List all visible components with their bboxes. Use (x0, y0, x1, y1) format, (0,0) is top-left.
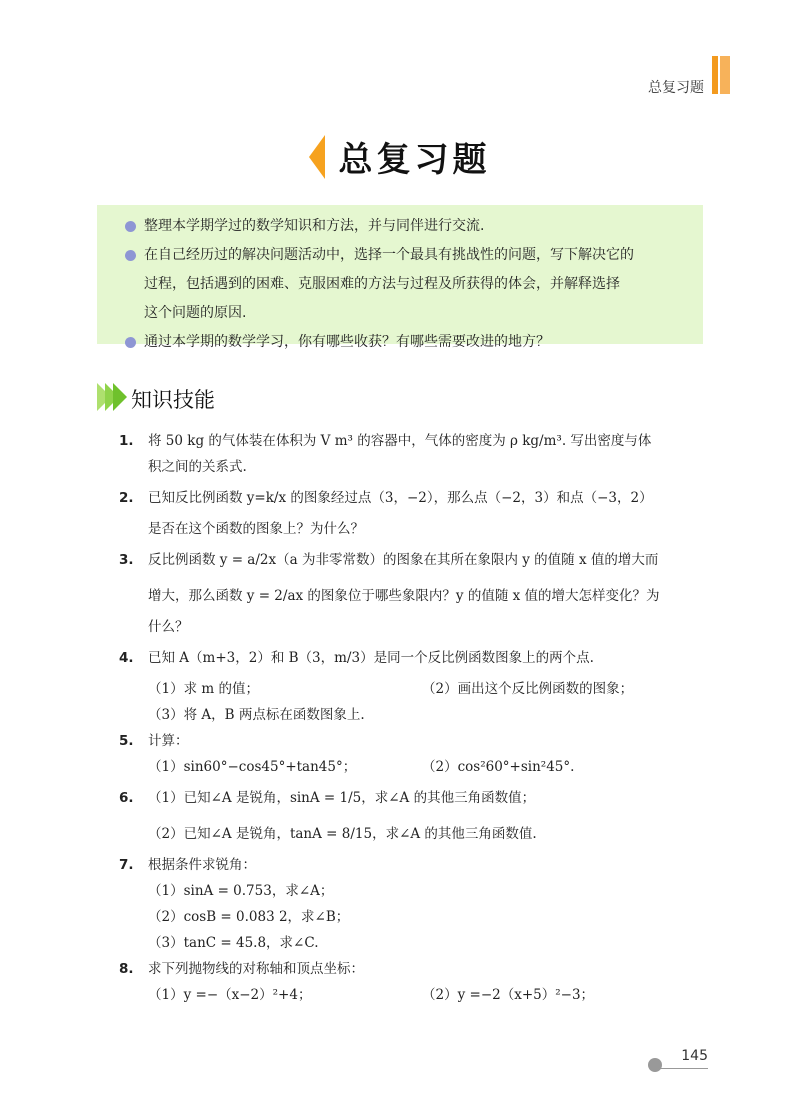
intro-box (97, 205, 703, 350)
running-header: 总复习题 (648, 80, 704, 96)
problem-7: 7. 根据条件求锐角： (119, 857, 256, 873)
chevron-icon (113, 383, 127, 411)
problem-2: 2. 已知反比例函数 y=k/x 的图象经过点（3，−2），那么点（−2，3）和点（−3，2） (119, 490, 653, 506)
intro-list (97, 205, 703, 357)
header-accent-bar-light (720, 56, 730, 94)
section-title: 知识技能 (131, 388, 215, 412)
title-block (0, 132, 800, 181)
intro-item: 整理本学期学过的数学知识和方法，并与同伴进行交流. (144, 212, 687, 241)
problem-4: 4. 已知 A（m+3，2）和 B（3，m/3）是同一个反比例函数图象上的两个点. (119, 650, 594, 666)
bullet-icon (125, 250, 136, 261)
page-dot-icon (648, 1058, 662, 1072)
page-footer (648, 1048, 708, 1072)
intro-item: 通过本学期的数学学习，你有哪些收获？有哪些需要改进的地方？ (144, 328, 687, 357)
title-arrow-icon (309, 135, 325, 179)
header-accent-bar (712, 56, 718, 94)
intro-item-continuation: 这个问题的原因. (144, 305, 247, 321)
problem-6: 6. （1）已知∠A 是锐角，sinA = 1/5，求∠A 的其他三角函数值； (119, 790, 536, 806)
bullet-icon (125, 337, 136, 348)
problem-list: 1. 将 50 kg 的气体装在体积为 V m³ 的容器中，气体的密度为 ρ kg/m³. 写出密度与体 积之间的关系式. 2. 已知反比例函数 y=k/x 的图象经过点（3，−2），那么点（−2，3）和点（−3，2） 是否在这个函数的图象上？为什么？ 3. 反比例函数 y = a/2x（a 为非零常数）的图象在其所在象限内 y 的值随 x 值的增大而 增大，那么函数 y = 2/ax 的图象位于哪些象限内？y 的值随 x 值的增大怎样变化？为 什么？ 4. 已知 A（m+3，2）和 B（3，m/3）是同一个反比例函数图象上的两个点. （1）求 m 的值； （2）画出这个反比例函数的图象； （3）将 A，B 两点标在函数图象上. 5. 计算： （1）sin60°−cos45°+tan45°； （2）cos²60°+sin²45°. 6. （1）已知∠A 是锐角，sinA = 1/5，求∠A 的其他三角函数值； （2）已知∠A 是锐角，tanA = 8/15，求∠A 的其他三角函数值. 7. 根据条件求锐角： （1）sinA = 0.753，求∠A； （2）cosB = 0.083 2，求∠B； （3）tanC = 45.8，求∠C. 8. 求下列抛物线的对称轴和顶点坐标： （1）y =−（x−2）²+4； （2）y =−2（x+5）²−3； (130, 428, 705, 1008)
problem-8: 8. 求下列抛物线的对称轴和顶点坐标： (119, 961, 364, 977)
intro-item-continuation: 过程，包括遇到的困难、克服困难的方法与过程及所获得的体会，并解释选择 (144, 276, 620, 292)
page-number: 145 (681, 1048, 708, 1064)
page-title: 总复习题 (338, 140, 491, 180)
page-rule (658, 1068, 708, 1069)
problem-5: 5. 计算： (119, 733, 189, 749)
intro-item: 在自己经历过的解决问题活动中，选择一个最具有挑战性的问题，写下解决它的 (144, 241, 687, 270)
problem-3: 3. 反比例函数 y = a/2x（a 为非零常数）的图象在其所在象限内 y 的值随 x 值的增大而 (119, 552, 659, 568)
bullet-icon (125, 221, 136, 232)
problem-1: 1. 将 50 kg 的气体装在体积为 V m³ 的容器中，气体的密度为 ρ kg/m³. 写出密度与体 (119, 433, 652, 449)
